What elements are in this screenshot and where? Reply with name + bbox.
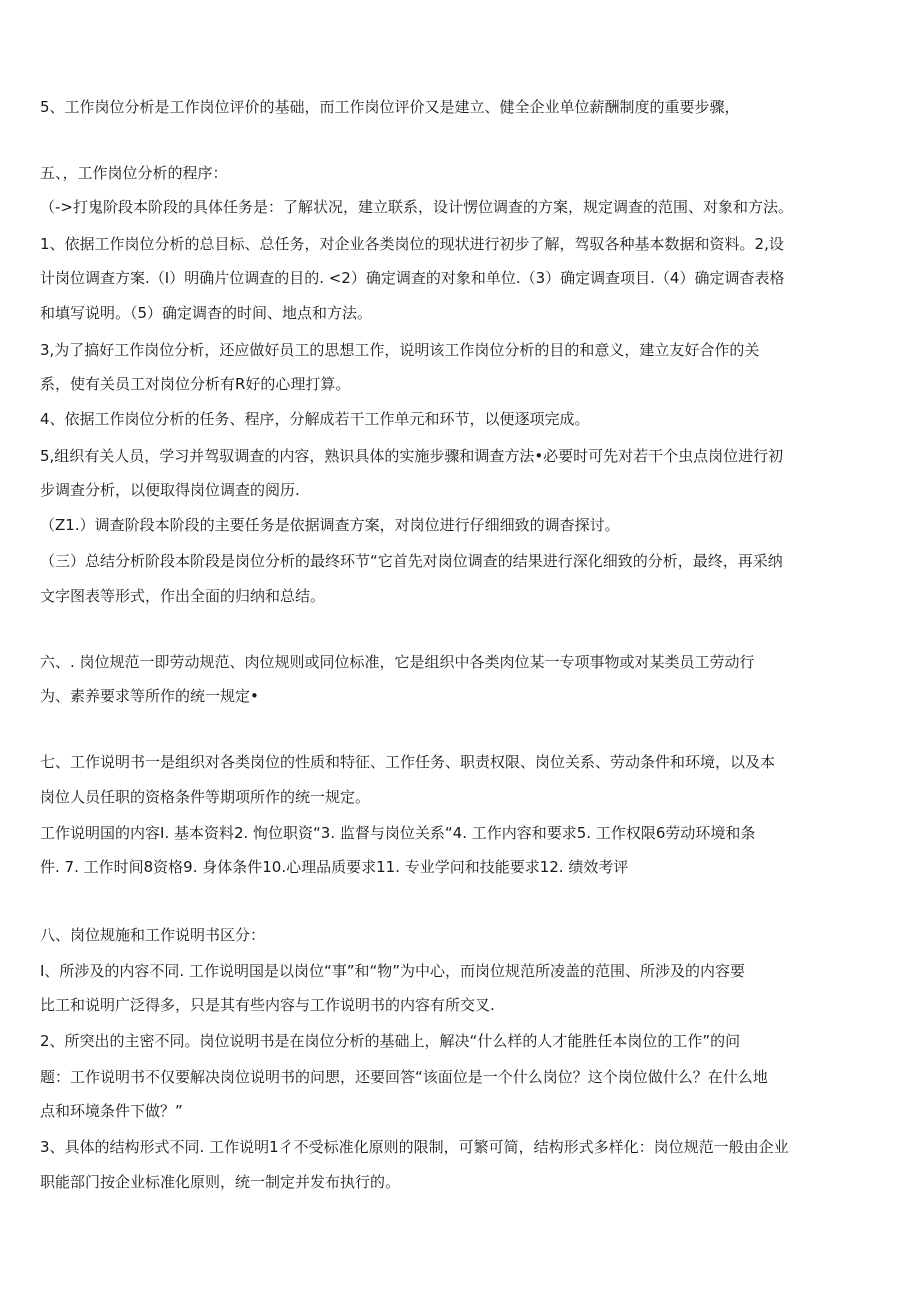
section-heading: 八、岗位规施和工作说明书区分： — [40, 926, 266, 944]
text-line: 职能部门按企业标准化原则，统一制定并发布执行的。 — [40, 1173, 401, 1191]
text-line: 工作说明国的内容I. 基本资料2. 恂位职资“3. 监督与岗位关系“4. 工作内容和要求5. 工作权限6劳动环境和条 — [40, 824, 756, 842]
text-line: 题：工作说明书不仅要解决岗位说明书的问愳，还要回答“该面位是一个什么岗位？这个岗位做什么？在什么地 — [40, 1068, 768, 1086]
text-line: 文字图表等形式，作出全面的归纳和总结。 — [40, 587, 326, 605]
text-line: （Z1.）调查阶段本阶段的主要任务是依据调查方案，对岗位进行仔细细致的调杳探讨。 — [40, 516, 620, 534]
text-line: 2、所突出的主密不同。岗位说明书是在岗位分析的基础上，解决“什么样的人才能胜任本岗位的工作”的问 — [40, 1032, 741, 1050]
text-line: 点和环境条件下做？” — [40, 1102, 183, 1120]
text-line: 4、依据工作岗位分析的任务、程序，分解成若干工作单元和环节，以便逐项完成。 — [40, 410, 590, 428]
text-line: 比工和说明广泛得多，只是其有些内容与工作说明书的内容有所交叉. — [40, 996, 495, 1014]
text-line: I、所涉及的内容不同. 工作说明国是以岗位“事”和“物”为中心，而岗位规范所凌盖的范围、所涉及的内容要 — [40, 962, 746, 980]
text-line: 步调查分析，以便取得岗位调查的阅历. — [40, 481, 300, 499]
section-heading: 七、工作说明书一是组织对各类岗位的性质和特征、工作任务、职责权限、岗位关系、劳动条件和环境，以及本 — [40, 753, 776, 771]
text-line: （三）总结分析阶段本阶段是岗位分析的最终环节“它首先对岗位调查的结果进行深化细致的分析，最终，再采纳 — [40, 552, 783, 570]
text-line: 和填写说明。（5）确定调杳的时间、地点和方法。 — [40, 304, 373, 322]
text-line: 1、依据工作岗位分析的总目标、总任务，对企业各类岗位的现状进行初步了解，驾驭各种基本数据和资料。2,设 — [40, 235, 784, 253]
text-line: 岗位人员任职的资格条件等期项所作的统一规定。 — [40, 788, 371, 806]
text-line: 5,组织有关人员，学习并驾驭调查的内容，熟识具体的实施步骤和调查方法•必要时可先对若干个虫点岗位进行初 — [40, 447, 784, 465]
text-line: （->打鬼阶段本阶段的具体任务是：了解状况，建立联系，设计愣位调查的方案，规定调查的范围、对象和方法。 — [40, 198, 793, 216]
section-heading: 五、，工作岗位分析的程序： — [40, 164, 228, 182]
text-line: 为、素养要求等所作的统一规定• — [40, 687, 259, 705]
text-line: 件. 7. 工作时间8资格9. 身体条件10.心理品质要求11. 专业学问和技能要求12. 绩效考评 — [40, 858, 629, 876]
text-line: 计岗位调查方案.（I）明确片位调查的目的. <2）确定调查的对象和单位.（3）确定调查项目.（4）确定调杳表格 — [40, 269, 785, 287]
text-line: 系，使有关员工对岗位分析有R好的心理打算。 — [40, 375, 351, 393]
section-heading: 六、. 岗位规范一即劳动规范、肉位规则或同位标准，它是组织中各类肉位某一专项事物或对某类员工劳动行 — [40, 653, 755, 671]
text-line: 3、具体的结构形式不同. 工作说明1彳不受标准化原则的限制，可繁可简，结构形式多样化：岗位规范一般由企业 — [40, 1138, 789, 1156]
text-line: 3,为了搞好工作岗位分析，还应做好员工的思想工作，说明该工作岗位分析的目的和意义，建立友好合作的关 — [40, 341, 760, 359]
text-line: 5、工作岗位分析是工作岗位评价的基础，而工作岗位评价又是建立、健全企业单位薪酬制度的重要步骤， — [40, 98, 740, 116]
